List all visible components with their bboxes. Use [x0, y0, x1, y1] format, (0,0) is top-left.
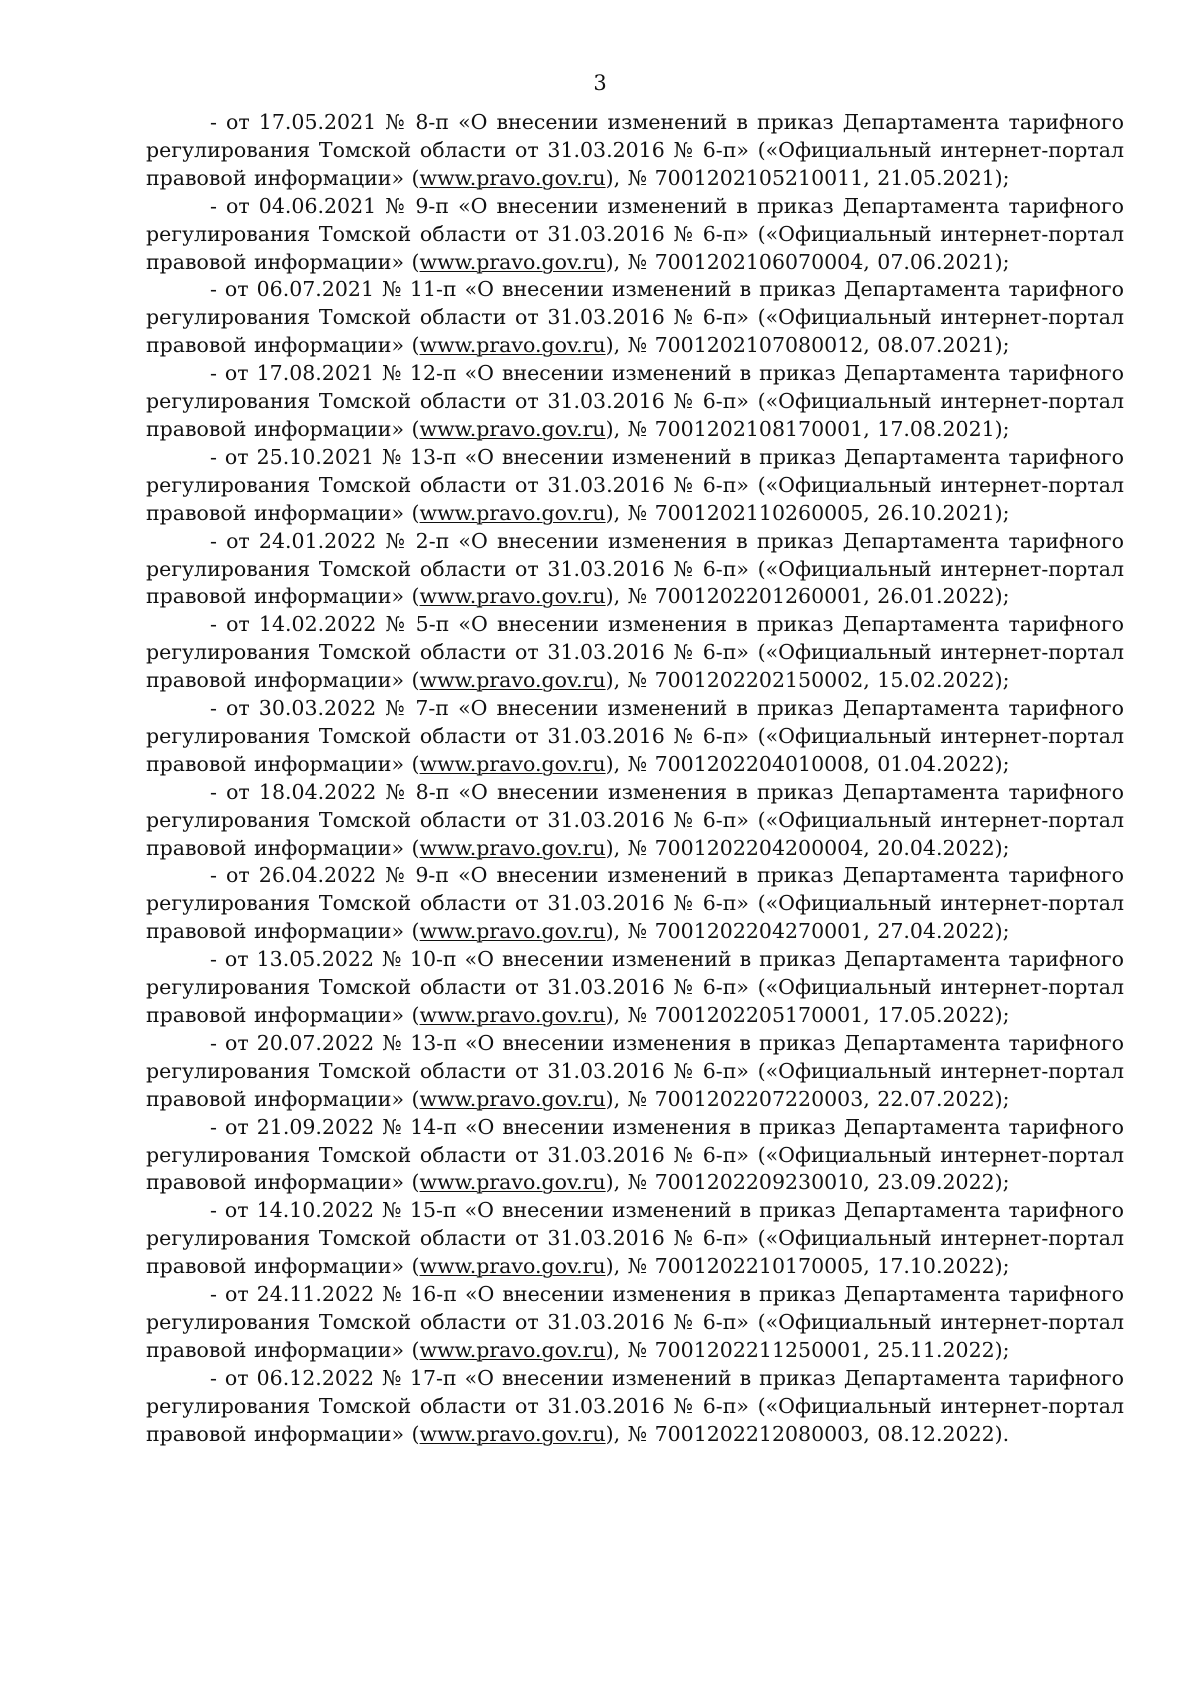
pravo-link[interactable]: www.pravo.gov.ru [419, 333, 606, 358]
pravo-link[interactable]: www.pravo.gov.ru [419, 1254, 606, 1279]
page-number: 3 [593, 71, 607, 95]
pravo-link[interactable]: www.pravo.gov.ru [419, 1421, 606, 1446]
entry-text: ), № 7001202204270001, 27.04.2022); [605, 919, 1010, 944]
amendment-entry [146, 276, 1124, 360]
amendment-entry [146, 695, 1124, 779]
pravo-link[interactable]: www.pravo.gov.ru [419, 416, 606, 441]
entry-text: ), № 7001202201260001, 26.01.2022); [605, 584, 1010, 609]
pravo-link[interactable]: www.pravo.gov.ru [419, 165, 606, 190]
amendment-entry [146, 611, 1124, 695]
entry-text: ), № 7001202107080012, 08.07.2021); [605, 333, 1010, 358]
entry-text: - от 20.07.2022 № 13-п «О внесении изменения в приказ Департамента тарифного регулирования Томской области от 31.03.2016 № 6-п» («Официальный интернет-портал правовой информации» ( [146, 1030, 1124, 1111]
entry-text: ), № 7001202110260005, 26.10.2021); [605, 500, 1010, 525]
pravo-link[interactable]: www.pravo.gov.ru [419, 1003, 606, 1027]
pravo-link[interactable]: www.pravo.gov.ru [419, 1337, 606, 1362]
entry-text: ), № 7001202202150002, 15.02.2022); [605, 668, 1010, 693]
entry-text: ), № 7001202106070004, 07.06.2021); [605, 249, 1010, 274]
amendment-entry [146, 109, 1124, 193]
pravo-link[interactable]: www.pravo.gov.ru [419, 1170, 606, 1195]
amendment-entry [146, 1365, 1124, 1449]
amendments-list [146, 109, 1124, 1449]
pravo-link[interactable]: www.pravo.gov.ru [419, 751, 606, 776]
entry-text: - от 17.08.2021 № 12-п «О внесении изменений в приказ Департамента тарифного регулирования Томской области от 31.03.2016 № 6-п» («Официальный интернет-портал правовой информации» ( [146, 361, 1124, 441]
entry-text: - от 24.11.2022 № 16-п «О внесении изменения в приказ Департамента тарифного регулирования Томской области от 31.03.2016 № 6-п» («Официальный интернет-портал правовой информации» ( [146, 1282, 1124, 1362]
amendment-entry [146, 862, 1124, 946]
entry-text: - от 21.09.2022 № 14-п «О внесении изменения в приказ Департамента тарифного регулирования Томской области от 31.03.2016 № 6-п» («Официальный интернет-портал правовой информации» ( [146, 1114, 1124, 1195]
amendment-entry [146, 1030, 1124, 1114]
entry-text: - от 30.03.2022 № 7-п «О внесении изменений в приказ Департамента тарифного регулирования Томской области от 31.03.2016 № 6-п» («Официальный интернет-портал правовой информации» ( [146, 696, 1124, 776]
pravo-link[interactable]: www.pravo.gov.ru [419, 249, 606, 274]
entry-text: ), № 7001202204200004, 20.04.2022); [605, 835, 1010, 860]
entry-text: ), № 7001202105210011, 21.05.2021); [605, 165, 1010, 190]
amendment-entry [146, 360, 1124, 444]
pravo-link[interactable]: www.pravo.gov.ru [419, 500, 606, 525]
entry-text: - от 24.01.2022 № 2-п «О внесении изменения в приказ Департамента тарифного регулирования Томской области от 31.03.2016 № 6-п» («Официальный интернет-портал правовой информации» ( [146, 528, 1124, 609]
entry-text: - от 17.05.2021 № 8-п «О внесении изменений в приказ Департамента тарифного регулирования Томской области от 31.03.2016 № 6-п» («Официальный интернет-портал правовой информации» ( [146, 110, 1124, 190]
entry-text: ), № 7001202209230010, 23.09.2022); [605, 1170, 1010, 1195]
entry-text: - от 06.12.2022 № 17-п «О внесении изменений в приказ Департамента тарифного регулирования Томской области от 31.03.2016 № 6-п» («Официальный интернет-портал правовой информации» ( [146, 1365, 1124, 1446]
entry-text: - от 14.10.2022 № 15-п «О внесении изменений в приказ Департамента тарифного регулирования Томской области от 31.03.2016 № 6-п» («Официальный интернет-портал правовой информации» ( [146, 1198, 1124, 1279]
entry-text: - от 26.04.2022 № 9-п «О внесении изменений в приказ Департамента тарифного регулирования Томской области от 31.03.2016 № 6-п» («Официальный интернет-портал правовой информации» ( [146, 863, 1124, 944]
entry-text: - от 25.10.2021 № 13-п «О внесении изменений в приказ Департамента тарифного регулирования Томской области от 31.03.2016 № 6-п» («Официальный интернет-портал правовой информации» ( [146, 444, 1124, 525]
entry-text: ), № 7001202212080003, 08.12.2022). [605, 1421, 1010, 1446]
amendment-entry [146, 1114, 1124, 1198]
entry-text: - от 06.07.2021 № 11-п «О внесении изменений в приказ Департамента тарифного регулирования Томской области от 31.03.2016 № 6-п» («Официальный интернет-портал правовой информации» ( [146, 277, 1124, 358]
entry-text: ), № 7001202210170005, 17.10.2022); [605, 1254, 1010, 1279]
amendment-entry [146, 444, 1124, 528]
entry-text: - от 18.04.2022 № 8-п «О внесении изменения в приказ Департамента тарифного регулирования Томской области от 31.03.2016 № 6-п» («Официальный интернет-портал правовой информации» ( [146, 779, 1124, 860]
entry-text: ), № 7001202204010008, 01.04.2022); [605, 751, 1010, 776]
pravo-link[interactable]: www.pravo.gov.ru [419, 1086, 606, 1111]
pravo-link[interactable]: www.pravo.gov.ru [419, 584, 606, 609]
pravo-link[interactable]: www.pravo.gov.ru [419, 835, 606, 860]
entry-text: - от 13.05.2022 № 10-п «О внесении изменений в приказ Департамента тарифного регулирования Томской области от 31.03.2016 № 6-п» («Официальный интернет-портал правовой информации» ( [146, 947, 1124, 1027]
amendment-entry [146, 193, 1124, 277]
entry-text: - от 14.02.2022 № 5-п «О внесении изменения в приказ Департамента тарифного регулирования Томской области от 31.03.2016 № 6-п» («Официальный интернет-портал правовой информации» ( [146, 612, 1124, 693]
amendment-entry [146, 946, 1124, 1030]
pravo-link[interactable]: www.pravo.gov.ru [419, 919, 606, 944]
amendment-entry [146, 1281, 1124, 1365]
amendment-entry [146, 779, 1124, 863]
entry-text: ), № 7001202205170001, 17.05.2022); [605, 1003, 1010, 1027]
pravo-link[interactable]: www.pravo.gov.ru [419, 668, 606, 693]
entry-text: - от 04.06.2021 № 9-п «О внесении изменений в приказ Департамента тарифного регулирования Томской области от 31.03.2016 № 6-п» («Официальный интернет-портал правовой информации» ( [146, 193, 1124, 274]
entry-text: ), № 7001202211250001, 25.11.2022); [605, 1337, 1010, 1362]
amendment-entry [146, 1197, 1124, 1281]
entry-text: ), № 7001202207220003, 22.07.2022); [605, 1086, 1010, 1111]
amendment-entry [146, 528, 1124, 612]
entry-text: ), № 7001202108170001, 17.08.2021); [605, 416, 1010, 441]
